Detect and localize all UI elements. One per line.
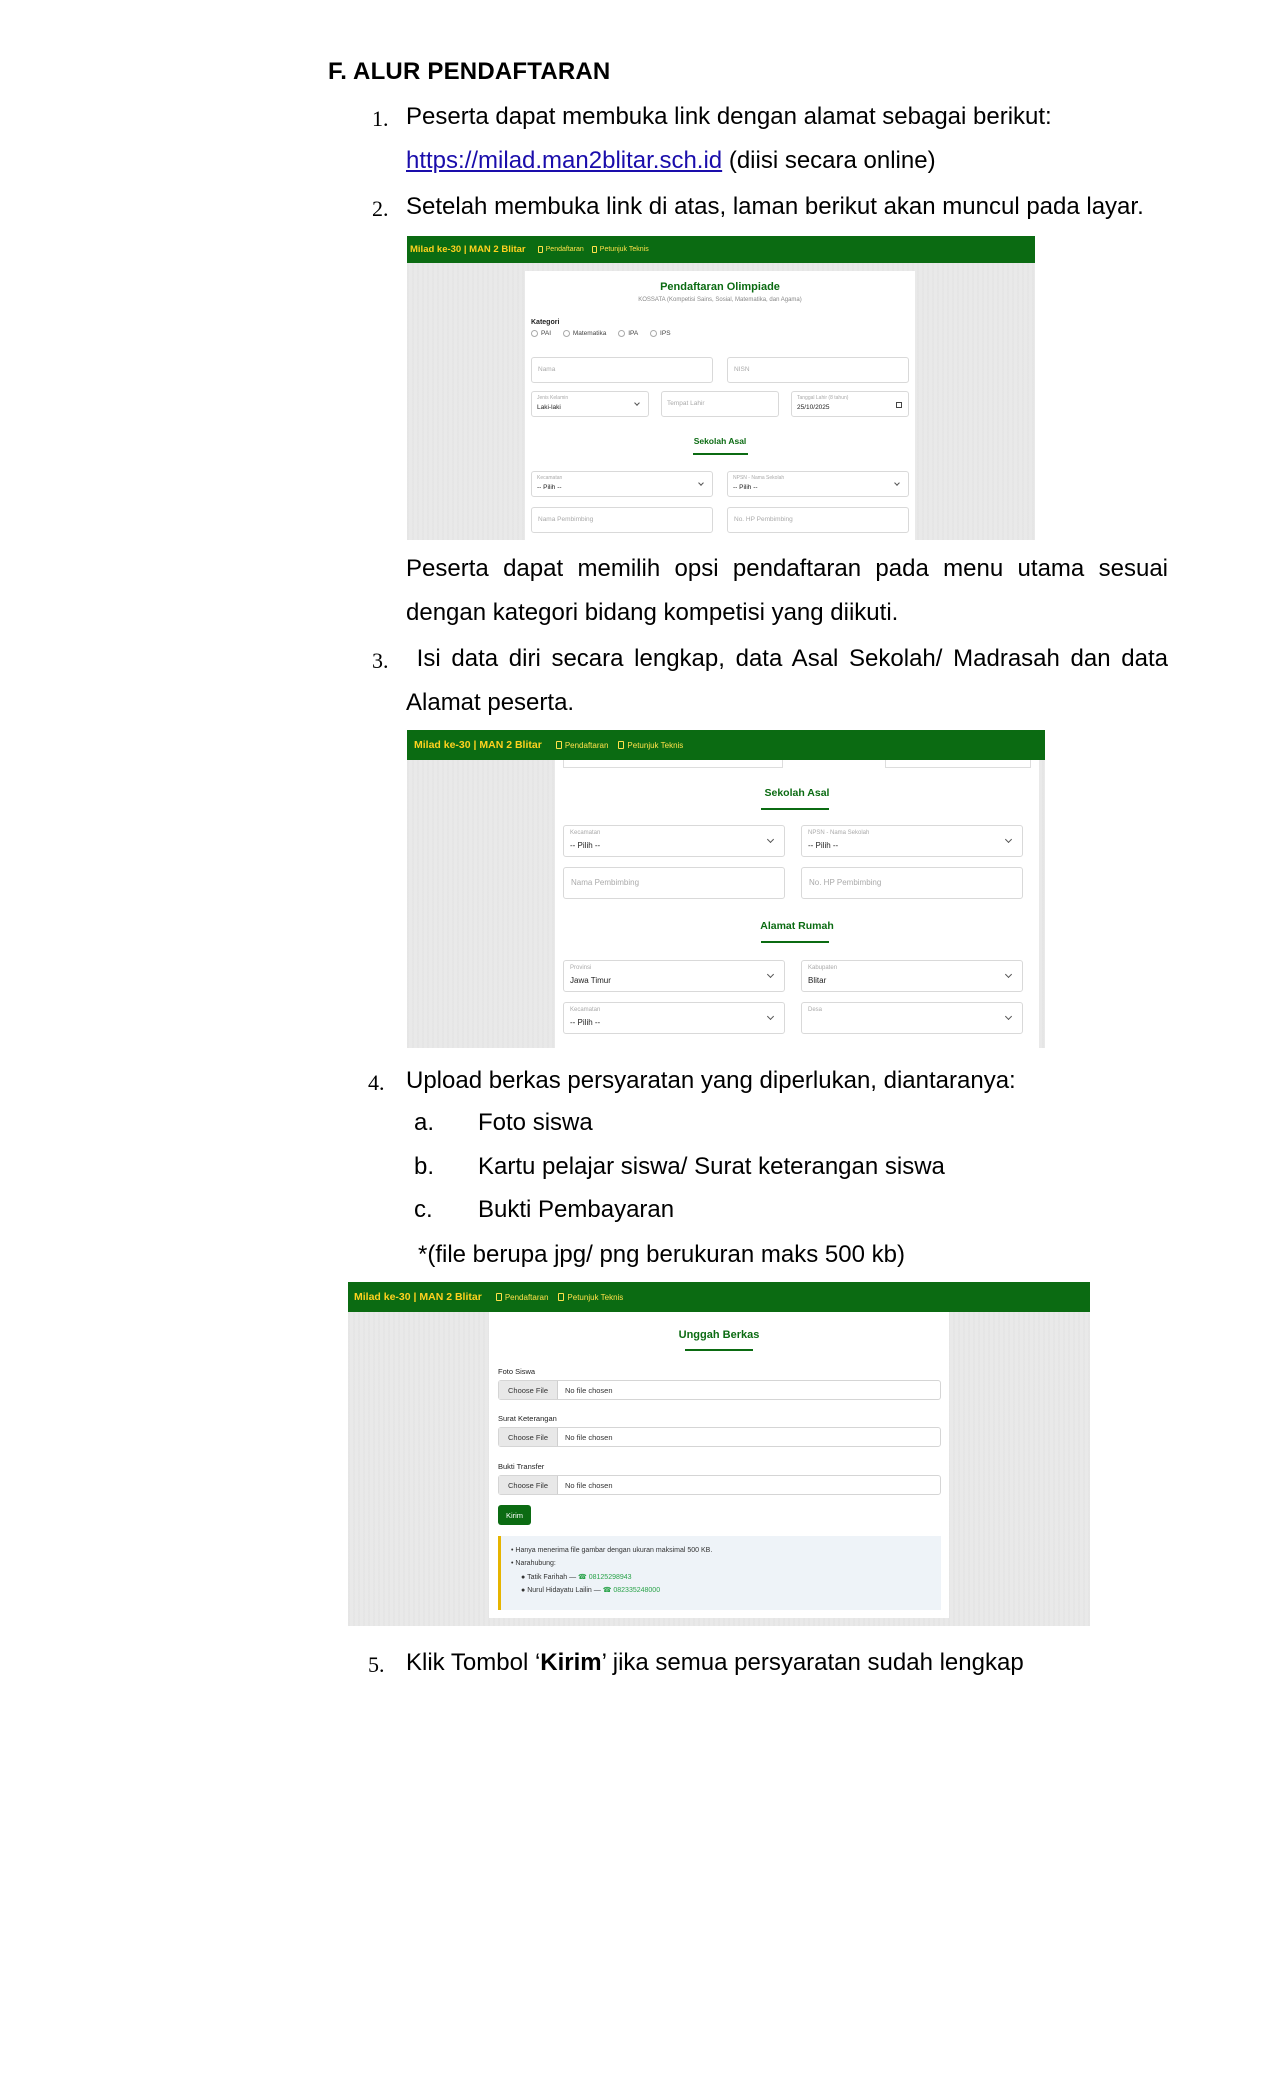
radio-pai-label: PAI (541, 330, 551, 337)
kategori-label: Kategori (531, 319, 560, 326)
step-1-link-suffix: (diisi secara online) (722, 147, 936, 174)
tempat-lahir-input[interactable] (661, 391, 779, 417)
step-number-1: 1. (372, 106, 389, 131)
info-alert (498, 1536, 941, 1610)
nav-link-pendaftaran (556, 741, 609, 750)
npsn-label: NPSN - Nama Sekolah (733, 475, 785, 481)
pembimbing-input[interactable] (563, 867, 785, 899)
hp-pembimbing-placeholder: No. HP Pembimbing (809, 878, 882, 887)
nav-link-petunjuk (618, 741, 683, 750)
pembimbing-placeholder: Nama Pembimbing (538, 516, 594, 523)
nav-link-pendaftaran (496, 1293, 549, 1302)
contact-1-name: Tatik Farihah — (527, 1574, 577, 1581)
hp-pembimbing-input[interactable] (801, 867, 1023, 899)
upload-card (489, 1312, 949, 1618)
surat-file-input[interactable] (498, 1427, 941, 1447)
navbar-brand: Milad ke-30 | MAN 2 Blitar (410, 244, 526, 255)
form-title: Pendaftaran Olimpiade (660, 281, 780, 293)
section-underline (761, 941, 829, 943)
kecamatan-label: Kecamatan (537, 475, 563, 481)
kabupaten-label: Kabupaten (808, 965, 838, 971)
chevron-down-icon (767, 971, 774, 978)
sub-item-letter-b: b. (414, 1153, 435, 1180)
tanggal-lahir-label: Tanggal Lahir (8 tahun) (797, 395, 849, 401)
upload-title: Unggah Berkas (678, 1329, 760, 1341)
surat-label: Surat Keterangan (498, 1414, 557, 1423)
nav-link-pendaftaran (538, 246, 584, 253)
document-icon (556, 741, 562, 749)
section-underline (693, 453, 748, 455)
jenis-kelamin-value: Laki-laki (537, 404, 561, 411)
sub-item-text-b: Kartu pelajar siswa/ Surat keterangan siswa (478, 1153, 945, 1180)
chevron-down-icon (767, 836, 774, 843)
contact-1-phone[interactable]: 08125298943 (588, 1574, 632, 1581)
provinsi-value: Jawa Timur (570, 976, 611, 985)
hp-pembimbing-placeholder: No. HP Pembimbing (734, 516, 793, 523)
radio-matematika[interactable] (563, 330, 570, 337)
nav-link-pendaftaran-label: Pendaftaran (504, 1292, 549, 1302)
step-3-line2: Alamat peserta. (406, 689, 575, 716)
kecamatan-label: Kecamatan (570, 830, 601, 836)
form-card (555, 760, 1039, 1048)
contact-2-phone[interactable]: 082335248000 (613, 1587, 661, 1594)
foto-label: Foto Siswa (498, 1367, 536, 1376)
chevron-down-icon (698, 480, 704, 486)
section-underline (685, 1349, 753, 1351)
tanggal-lahir-input[interactable] (791, 391, 909, 417)
step-4-text: Upload berkas persyaratan yang diperlukan, diantaranya: (406, 1067, 1016, 1094)
foto-choose-button[interactable]: Choose File (499, 1381, 558, 1399)
calendar-icon[interactable] (896, 402, 902, 408)
step-number-2: 2. (372, 196, 389, 221)
npsn-value: -- Pilih -- (733, 484, 758, 491)
radio-ipa-label: IPA (628, 330, 639, 337)
step-1-text: Peserta dapat membuka link dengan alamat sebagai berikut: (406, 103, 1052, 130)
sub-item-letter-c: c. (414, 1196, 433, 1223)
pembimbing-placeholder: Nama Pembimbing (571, 878, 640, 887)
document-icon (618, 741, 624, 749)
kabupaten-select[interactable] (801, 960, 1023, 992)
step-5-bold: Kirim (540, 1649, 602, 1676)
info-line-1: • Hanya menerima file gambar dengan ukuran maksimal 500 KB. (511, 1547, 713, 1554)
form-subtitle: KOSSATA (Kompetisi Sains, Sosial, Matematika, dan Agama) (638, 297, 802, 303)
document-icon (558, 1293, 564, 1301)
radio-ipa[interactable] (618, 330, 625, 337)
nav-link-petunjuk (592, 246, 649, 253)
npsn-select[interactable] (801, 825, 1023, 857)
chevron-down-icon (894, 480, 900, 486)
sub-item-text-c: Bukti Pembayaran (478, 1196, 675, 1223)
navbar-brand: Milad ke-30 | MAN 2 Blitar (414, 739, 542, 751)
nav-link-pendaftaran-label: Pendaftaran (564, 740, 609, 750)
radio-matematika-label: Matematika (572, 330, 607, 337)
provinsi-label: Provinsi (570, 965, 592, 971)
document-icon (592, 246, 597, 253)
nav-link-petunjuk (558, 1293, 623, 1302)
chevron-down-icon (634, 400, 640, 406)
chevron-down-icon (1005, 971, 1012, 978)
npsn-select[interactable] (727, 471, 909, 497)
contact-2 (521, 1586, 660, 1594)
sub-item-letter-a: a. (414, 1109, 435, 1136)
kirim-button[interactable]: Kirim (498, 1505, 531, 1525)
step-number-3: 3. (372, 648, 389, 673)
info-text-1: Hanya menerima file gambar dengan ukuran maksimal 500 KB. (515, 1547, 713, 1554)
section-heading: F. ALUR PENDAFTARAN (328, 58, 611, 85)
npsn-value: -- Pilih -- (808, 841, 839, 850)
radio-ips-label: IPS (660, 330, 671, 337)
whatsapp-icon: ☎ (578, 1574, 587, 1581)
pembimbing-input[interactable] (531, 507, 713, 533)
step-2-note-line1: Peserta dapat memilih opsi pendaftaran pada menu utama sesuai (406, 555, 1168, 582)
step-5-post: ’ jika semua persyaratan sudah lengkap (601, 1649, 1024, 1676)
kecamatan-select[interactable] (531, 471, 713, 497)
step-number-5: 5. (368, 1652, 385, 1677)
contact-2-name: Nurul Hidayatu Lailin — (527, 1587, 601, 1594)
nav-link-petunjuk-label: Petunjuk Teknis (567, 1292, 624, 1302)
kecamatan-rumah-select[interactable] (563, 1002, 785, 1034)
document-icon (538, 246, 543, 253)
npsn-label: NPSN - Nama Sekolah (808, 830, 870, 836)
radio-ips[interactable] (650, 330, 657, 337)
kecamatan-rumah-value: -- Pilih -- (570, 1018, 601, 1027)
tempat-lahir-placeholder: Tempat Lahir (667, 400, 705, 407)
jenis-kelamin-label: Jenis Kelamin (537, 395, 569, 401)
surat-choose-button[interactable]: Choose File (499, 1428, 558, 1446)
jenis-kelamin-select[interactable] (531, 391, 649, 417)
sekolah-asal-heading: Sekolah Asal (764, 787, 830, 799)
tanggal-lahir-value: 25/10/2025 (797, 404, 830, 411)
chevron-down-icon (767, 1013, 774, 1020)
bukti-label: Bukti Transfer (498, 1462, 545, 1471)
navbar (348, 1282, 1090, 1312)
nav-link-petunjuk-label: Petunjuk Teknis (627, 740, 684, 750)
field-edge (563, 760, 783, 768)
radio-pai[interactable] (531, 330, 538, 337)
screenshot-upload-form (348, 1282, 1090, 1626)
foto-nofile-text: No file chosen (565, 1386, 613, 1395)
step-5-pre: Klik Tombol ‘ (406, 1649, 541, 1676)
bukti-nofile-text: No file chosen (565, 1481, 613, 1490)
alamat-rumah-heading: Alamat Rumah (760, 920, 834, 932)
kabupaten-value: Blitar (808, 976, 827, 985)
desa-label: Desa (808, 1007, 823, 1013)
user-icon: ● (521, 1574, 526, 1581)
chevron-down-icon (1005, 1013, 1012, 1020)
kategori-options (531, 330, 681, 337)
screenshot-registration-form (407, 236, 1035, 540)
step-3-line1: Isi data diri secara lengkap, data Asal Sekolah/ Madrasah dan data (406, 645, 1168, 672)
provinsi-select[interactable] (563, 960, 785, 992)
sekolah-asal-heading: Sekolah Asal (693, 436, 747, 446)
step-2-text: Setelah membuka link di atas, laman berikut akan muncul pada layar. (406, 193, 1144, 220)
surat-nofile-text: No file chosen (565, 1433, 613, 1442)
navbar (407, 236, 1035, 263)
section-underline (761, 808, 829, 810)
step-4-note: *(file berupa jpg/ png berukuran maks 500 kb) (418, 1241, 905, 1268)
desa-select[interactable] (801, 1002, 1023, 1034)
bukti-choose-button[interactable]: Choose File (499, 1476, 558, 1494)
bukti-file-input[interactable] (498, 1475, 941, 1495)
kecamatan-rumah-label: Kecamatan (570, 1007, 601, 1013)
user-icon: ● (521, 1587, 526, 1594)
screenshot-school-address-form (407, 730, 1045, 1048)
info-text-2: Narahubung: (515, 1560, 556, 1567)
nisn-input[interactable] (727, 357, 909, 383)
form-card (525, 271, 915, 540)
nama-input[interactable] (531, 357, 713, 383)
sub-item-text-a: Foto siswa (478, 1109, 593, 1136)
step-number-4: 4. (368, 1070, 385, 1095)
contact-1 (521, 1573, 632, 1581)
kecamatan-value: -- Pilih -- (537, 484, 562, 491)
nisn-placeholder: NISN (734, 366, 750, 373)
step-1-link-line (406, 145, 936, 177)
foto-file-input[interactable] (498, 1380, 941, 1400)
kecamatan-value: -- Pilih -- (570, 841, 601, 850)
field-edge (885, 760, 1031, 768)
navbar (407, 730, 1045, 760)
nav-link-pendaftaran-label: Pendaftaran (545, 246, 584, 253)
kecamatan-select[interactable] (563, 825, 785, 857)
whatsapp-icon: ☎ (602, 1587, 612, 1594)
step-5-text (406, 1647, 1024, 1679)
registration-link[interactable]: https://milad.man2blitar.sch.id (406, 147, 723, 174)
navbar-brand: Milad ke-30 | MAN 2 Blitar (354, 1291, 482, 1303)
document-icon (496, 1293, 502, 1301)
step-2-note-line2: dengan kategori bidang kompetisi yang diikuti. (406, 599, 899, 626)
info-line-2: • Narahubung: (511, 1560, 556, 1567)
chevron-down-icon (1005, 836, 1012, 843)
nav-link-petunjuk-label: Petunjuk Teknis (599, 246, 649, 253)
hp-pembimbing-input[interactable] (727, 507, 909, 533)
nama-placeholder: Nama (538, 366, 556, 373)
